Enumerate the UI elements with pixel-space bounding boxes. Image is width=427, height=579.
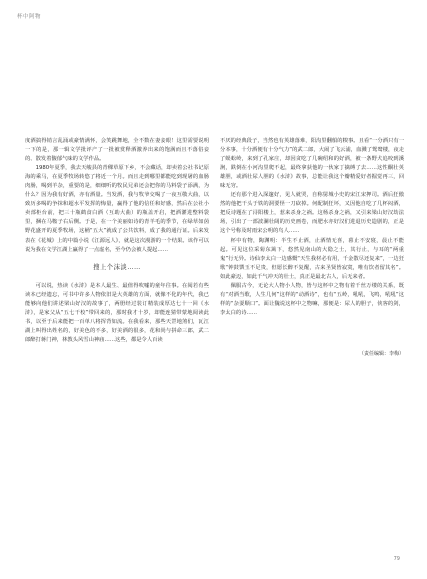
paragraph: 杯中有物，陶渊明：半生不止酒，止酒情无喜，暮止不安寝，晨止不能起。可见这位采菊东篱下，悠然见南山的大隐之士，其行止，与耳的“两重鬼”行无异。诗仙李太白一边感慨“天生我材必有用，千金散尽还复来”，一边狂歌“钟鼓馔玉不足贵，但愿长醉不复醒，古来圣贤皆寂寞，唯有饮者留其名”。如此豪迈，如此千气冲天的壮士，真正是最北古人，后无来者。 [220, 237, 404, 280]
paragraph: 不厌的经典段子，当然也有英雄落难，阳沟里翻船的糗事。且看“一分酒只有一分本事，十分酒便有十分气力”的武二郎，大闹了飞云浦，血溅了鸳鸯楼，夜走了蜈蚣岭，来到了孔家庄，却因贪吃了几碗绍和的好酒，被一条野犬追咬到溪涧，跌倒在小河沟里爬不起，最终拿获他的一伙家丁擒缚了去……这性酮壮英雄胆，或酒壮尿人胆的《水浒》故事，总能让我这个瓣精爱好者掘觉再三，回味无穷。 [220, 138, 404, 190]
header-photo-area [0, 0, 427, 133]
paragraph: 1980年夏季，我去天峻县的青稞草原下乡，不会藏话，却卖着公社书记原海的乘马，在夏季牧场转悠了将近一个月。而且走到哪里都能吃到现屠的血肠肉肠，喝到羊杂，重要的是，细细听的牧民兄弟还会把你的马料袋子添满，为什么？因为我有好酒，亦有酒量。当发酒，我与牧爷交喝了一夜互敬大曲，以致历多喝的争抹和超水平发挥的悔量，赢得了他的信任和好感，然后在公社小卖部柜台前，把三十瓶鹤食白酒（互助大曲）的瓶盖开启，把酒灌进整料袋里，捆在马鞍子右后侧。于是，在一个美丽如诗的青羊毛的季节，在绿草如茵野花盛开的夏季牧场，这桶“五大”就成了公共饮料，成了我的通行证。后来发表在《花城》上的中篇小说《江源远人》，就是这次漫游的一个结果。该作可以说为我在文学江湖上赢得了一点虚名，至今仍会被人提起…… [25, 165, 209, 253]
paragraph: 可以说，热读《水浒》是本人最生、最值得吹嘘的童年往事。在阅若有些读本已经遗忘，可书中许多人物依旧是大英雄的方面，就像不化的年代，我已能够向他们讲述梁山好汉的故事了，两册经过装订精装成厚达七十一回《水浒》，是家父从“五七干校”带回来的，那时我才十岁，却能连猜带蒙地阅读此书，以至于后来能把一百单八将挥背如流。在我看来，那些天罡地煞们，瓦江湖上叫得出姓名的，好美色的不多，好美酒的很多，花和尚与拼命三郎，武二郎醉打蒋门神，林教头风雪山神庙……这些，都是令人百读 [25, 282, 209, 343]
paragraph: 度酒搞得销言乱涌或豪情满怀，会笑跳舞地，全不数在妻妾眼！这里需要说明一下的是，那一辑文学批评产了一批被赏释酒激养出来的饱满而且不落俗妾的、散发着馥郁气味的文学作品。 [25, 138, 209, 163]
page-number: 79 [393, 556, 400, 562]
left-column [25, 137, 209, 345]
right-column [220, 137, 404, 359]
column-title: 杯中阿物 [17, 14, 42, 20]
section-subhead: 搜上个沫淡…… [93, 263, 141, 271]
paragraph: 还有那个进入深邃好，见人就哭，自称舅城小史的宋江宋押司。酒后狂傲然的他把干头于铁的洞要怪一刀砍掉。何配制狂坏，又因他自吃了几杯闷酒，把反诗题在了浔阳楼上，惹来杀身之祸。这杨杀身之祸，又引来梁山好汉劫法场，引出了一部波澜壮阔的历史画卷，而肥水亦好汉们进退历史造剧的，正是这个号称及时雨宋公明的鸟人…… [220, 192, 404, 235]
editor-credit: （责任编辑：李梅） [358, 350, 404, 357]
paragraph: 佩服古今，无论大人物小人物，皆与这杯中之物有着千丝万缕的关系，既有“对酒当歌，人生几何”这样的“动酒诗”，也有“五岭，吼吼，飞鸣，吼吼”这样的“杂耍顺口”。面让魏说这杯中之物嘛，那便是：尿人的胆子，侠客的剑，李太白的诗…… [220, 282, 404, 316]
